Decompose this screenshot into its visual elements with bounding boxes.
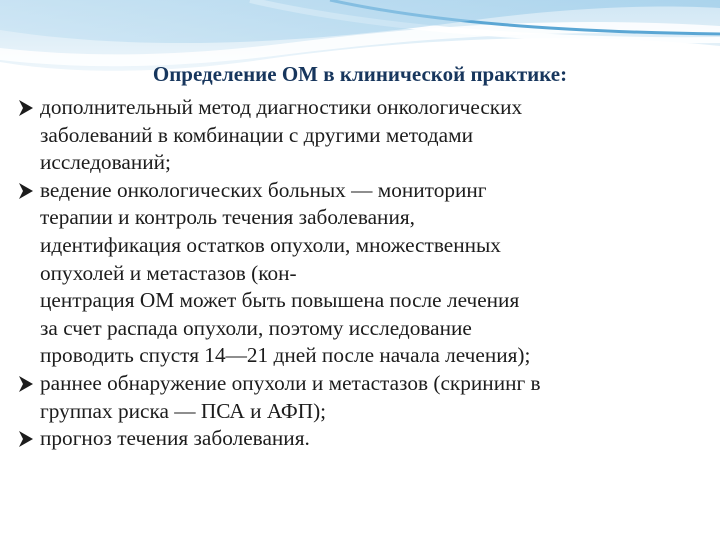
bullet-list [18, 94, 710, 453]
bullet-item [18, 425, 710, 453]
bullet-text: раннее обнаружение опухоли и метастазов (скрининг в группах риска — ПСА и АФП); [40, 370, 541, 423]
bullet-text: ведение онкологических больных — мониторинг терапии и контроль течения заболевания, идентификация остатков опухоли, множественных опухолей и метастазов (кон- центрация ОМ может быть повышена после лечения за счет распада опухоли, поэтому исследование проводить спустя 14—21 дней после начала лечения); [40, 177, 531, 368]
bullet-item [18, 94, 710, 177]
arrow-bullet-icon [18, 370, 40, 398]
bullet-item [18, 370, 710, 425]
arrow-bullet-icon [18, 94, 40, 122]
arrow-bullet-icon [18, 177, 40, 205]
slide-title: Определение ОМ в клинической практике: [152, 62, 568, 86]
bullet-text: прогноз течения заболевания. [40, 426, 310, 451]
bullet-item [18, 177, 710, 370]
bullet-text: дополнительный метод диагностики онкологических заболеваний в комбинации с другими методами исследований; [40, 95, 523, 175]
arrow-bullet-icon [18, 425, 40, 453]
